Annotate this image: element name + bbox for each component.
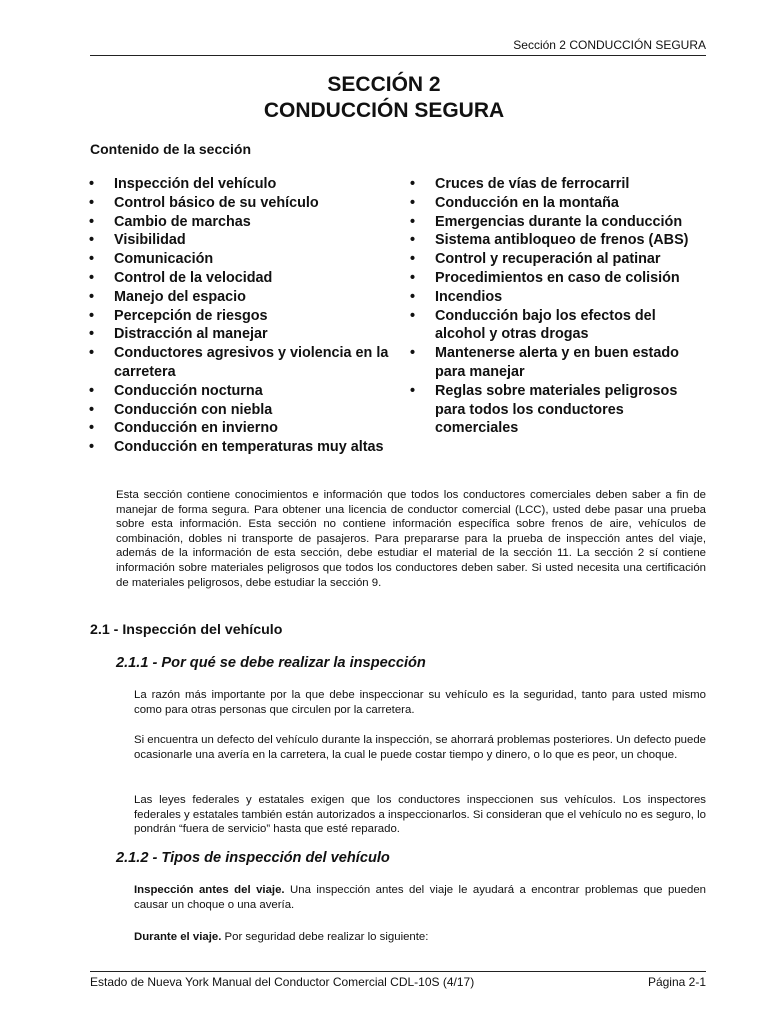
contents-list-item [89,401,389,420]
section-heading-2-1: 2.1 - Inspección del vehículo [90,622,283,638]
pretrip-lead: Inspección antes del viaje. [134,884,285,896]
contents-list-item [410,269,706,288]
subsection-heading-2-1-1: 2.1.1 - Por qué se debe realizar la inspección [116,655,426,671]
bullet-glyph: • [89,307,95,324]
contents-list-item-text: Distracción al manejar [114,326,268,343]
bullet-glyph: • [410,194,416,211]
contents-list-item-text: Conducción bajo los efectos del alcohol y otras drogas [435,307,656,343]
contents-list-item [410,344,706,382]
contents-list-item-text: Conducción en invierno [114,420,278,437]
contents-list-item [89,213,389,232]
contents-list-item [89,175,389,194]
paragraph-2-1-1-c: Las leyes federales y estatales exigen que los conductores inspeccionen sus vehículos. Los inspectores federales y estatales también están autorizados a inspeccionarlos. Si consideran que el vehículo no es seguro, lo pondrán “fuera de servicio” hasta que esté reparado. [134,794,706,836]
bullet-glyph: • [410,269,416,286]
bullet-glyph: • [410,251,416,268]
contents-list-item-text: Manejo del espacio [114,288,246,305]
contents-list-item-text: Emergencias durante la conducción [435,213,683,230]
contents-list-item [89,325,389,344]
footer-manual-title: Estado de Nueva York Manual del Conductor Comercial CDL-10S (4/17) [90,975,475,989]
paragraph-during-trip [134,930,706,945]
bullet-glyph: • [89,269,95,286]
bullet-glyph: • [410,382,416,399]
bullet-glyph: • [410,288,416,305]
bullet-glyph: • [89,401,95,418]
contents-list-item [89,382,389,401]
intro-paragraph: Esta sección contiene conocimientos e información que todos los conductores comerciales deben saber a fin de manejar de forma segura. Para obtener una licencia de conductor comercial (LCC), usted debe pasar una prueba sobre esta información. Esta sección no contiene información específica sobre frenos de aire, vehículos de combinación, dobles ni transporte de pasajeros. Para prepararse para la prueba de inspección antes del viaje, además de la información de esta sección, debe estudiar el material de la sección 11. La sección 2 sí contiene información sobre materiales peligrosos que todos los conductores deben saber. Si usted necesita una certificación de materiales peligrosos, debe estudiar la sección 9. [116,489,706,589]
contents-list-item [89,288,389,307]
page-title [0,72,768,124]
contents-list-right [410,175,706,438]
bullet-glyph: • [89,345,95,362]
contents-list-item [410,382,706,438]
paragraph-2-1-1-b: Si encuentra un defecto del vehículo durante la inspección, se ahorrará problemas posteriores. Un defecto puede ocasionarle una avería en la carretera, la cual le puede costar tiempo y dinero, o lo que es peor, un choque. [134,734,706,761]
contents-list-item [410,307,706,345]
subsection-heading-2-1-2: 2.1.2 - Tipos de inspección del vehículo [116,850,390,866]
contents-list-item [410,231,706,250]
contents-list-item [410,175,706,194]
bullet-glyph: • [89,439,95,456]
contents-list-item [410,288,706,307]
contents-list-item [89,307,389,326]
during-trip-lead: Durante el viaje. [134,931,222,943]
contents-list-item-text: Sistema antibloqueo de frenos (ABS) [435,232,689,249]
bullet-glyph: • [89,176,95,192]
contents-list-item-text: Conducción con niebla [114,401,273,418]
contents-list-item [89,194,389,213]
contents-list-item-text: Percepción de riesgos [114,307,268,324]
bullet-glyph: • [89,194,95,211]
contents-list-item [410,250,706,269]
bullet-glyph: • [410,345,416,362]
bullet-glyph: • [89,326,95,343]
contents-list-item [89,231,389,250]
bullet-glyph: • [410,307,416,324]
contents-list-item-text: Control y recuperación al patinar [435,251,661,268]
contents-list-item [410,194,706,213]
bullet-glyph: • [89,251,95,268]
contents-list-item-text: Cambio de marchas [114,213,251,230]
contents-list-item-text: Control básico de su vehículo [114,194,319,211]
contents-list-item-text: Reglas sobre materiales peligrosos para todos los conductores comerciales [435,382,678,437]
pretrip-text: Una inspección antes del viaje le ayudará a encontrar problemas que pueden causar un choque o una avería. [134,884,706,911]
title-line-1: SECCIÓN 2 [327,73,441,96]
contents-list-item-text: Comunicación [114,251,214,268]
contents-list-item-text: Control de la velocidad [114,269,273,286]
contents-list-item-text: Conductores agresivos y violencia en la carretera [114,345,389,380]
contents-list-item-text: Conducción en la montaña [435,194,619,211]
contents-list-item-text: Conducción en temperaturas muy altas [114,439,384,456]
bullet-glyph: • [89,232,95,249]
contents-list-item [89,250,389,269]
contents-list-item [89,419,389,438]
contents-list-item-text: Cruces de vías de ferrocarril [435,176,630,192]
during-trip-text: Por seguridad debe realizar lo siguiente: [221,931,429,943]
bullet-glyph: • [89,382,95,399]
contents-list-item-text: Conducción nocturna [114,382,263,399]
title-line-2: CONDUCCIÓN SEGURA [263,99,505,122]
running-header [90,38,706,56]
contents-heading: Contenido de la sección [90,141,252,157]
paragraph-2-1-1-a: La razón más importante por la que debe inspeccionar su vehículo es la seguridad, tanto para usted mismo como para otras personas que circulen por la carretera. [134,689,706,716]
contents-list-item [89,438,389,457]
contents-list-item-text: Visibilidad [114,232,186,249]
contents-list-item [410,213,706,232]
contents-list-item [89,269,389,288]
bullet-glyph: • [89,420,95,437]
bullet-glyph: • [410,176,416,192]
contents-list-item [89,344,389,382]
running-header-title: Sección 2 CONDUCCIÓN SEGURA [513,38,706,52]
bullet-glyph: • [89,213,95,230]
bullet-glyph: • [89,288,95,305]
contents-list-item-text: Incendios [435,288,503,305]
bullet-glyph: • [410,213,416,230]
contents-list-left [89,175,389,457]
paragraph-pretrip [134,883,706,912]
bullet-glyph: • [410,232,416,249]
contents-list-item-text: Mantenerse alerta y en buen estado para manejar [435,345,679,380]
page-footer [90,971,706,989]
contents-list-item-text: Inspección del vehículo [114,176,277,192]
footer-page-number: Página 2-1 [647,975,706,989]
contents-list-item-text: Procedimientos en caso de colisión [435,269,680,286]
